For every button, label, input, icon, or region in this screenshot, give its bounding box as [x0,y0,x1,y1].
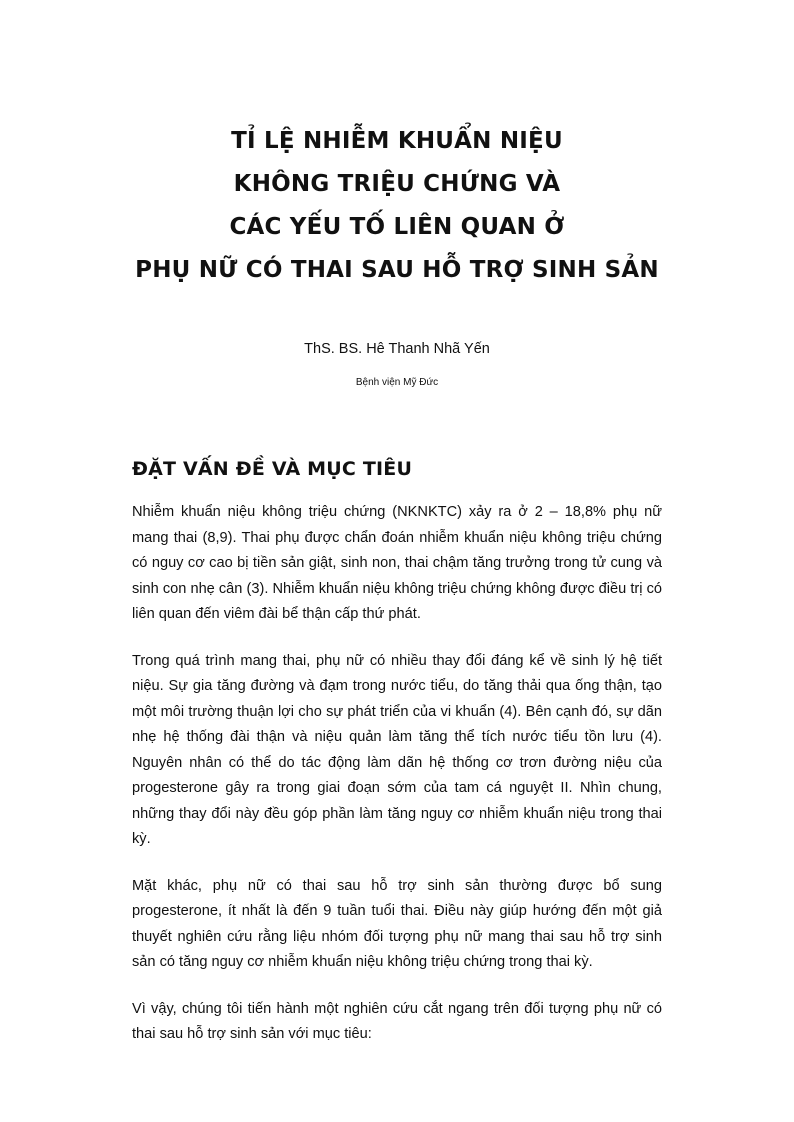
paragraph-1: Nhiễm khuẩn niệu không triệu chứng (NKNKTC) xảy ra ở 2 – 18,8% phụ nữ mang thai (8,9). Thai phụ được chẩn đoán nhiễm khuẩn niệu không triệu chứng có nguy cơ cao bị tiền sản giật, sinh non, thai chậm tăng trưởng trong tử cung và sinh con nhẹ cân (3). Nhiễm khuẩn niệu không triệu chứng không được điều trị có liên quan đến viêm đài bể thận cấp thứ phát. [132,504,662,622]
title-line-2: KHÔNG TRIỆU CHỨNG VÀ [233,171,561,197]
title-line-4: PHỤ NỮ CÓ THAI SAU HỖ TRỢ SINH SẢN [135,257,659,283]
paragraph-3: Mặt khác, phụ nữ có thai sau hỗ trợ sinh sản thường được bổ sung progesterone, ít nhất là đến 9 tuần tuổi thai. Điều này giúp hướng đến một giả thuyết nghiên cứu rằng liệu nhóm đối tượng phụ nữ mang thai sau hỗ trợ sinh sản có tăng nguy cơ nhiễm khuẩn niệu không triệu chứng trong thai kỳ. [132,877,662,970]
paragraph-4: Vì vậy, chúng tôi tiến hành một nghiên cứu cắt ngang trên đối tượng phụ nữ có thai sau hỗ trợ sinh sản với mục tiêu: [132,1000,662,1042]
section-body [132,500,662,1069]
author-affiliation: Bệnh viện Mỹ Đức [355,377,439,388]
author-name: ThS. BS. Hê Thanh Nhã Yến [304,341,490,357]
title-line-3: CÁC YẾU TỐ LIÊN QUAN Ở [229,214,565,240]
paper-title [60,120,734,292]
section-heading: ĐẶT VẤN ĐỀ VÀ MỤC TIÊU [132,458,413,480]
paragraph-2: Trong quá trình mang thai, phụ nữ có nhiều thay đổi đáng kể về sinh lý hệ tiết niệu. Sự gia tăng đường và đạm trong nước tiểu, do tăng thải qua ống thận, tạo một môi trường thuận lợi cho sự phát triển của vi khuẩn (4). Bên cạnh đó, sự dãn nhẹ hệ thống đài thận và niệu quản làm tăng thể tích nước tiểu tồn lưu (4). Nguyên nhân có thể do tác động làm dãn hệ thống cơ trơn đường niệu của progesterone gây ra trong giai đoạn sớm của tam cá nguyệt II. Nhìn chung, những thay đổi này đều góp phần làm tăng nguy cơ nhiễm khuẩn niệu trong thai kỳ. [132,652,662,847]
title-line-1: TỈ LỆ NHIỄM KHUẨN NIỆU [231,128,563,154]
